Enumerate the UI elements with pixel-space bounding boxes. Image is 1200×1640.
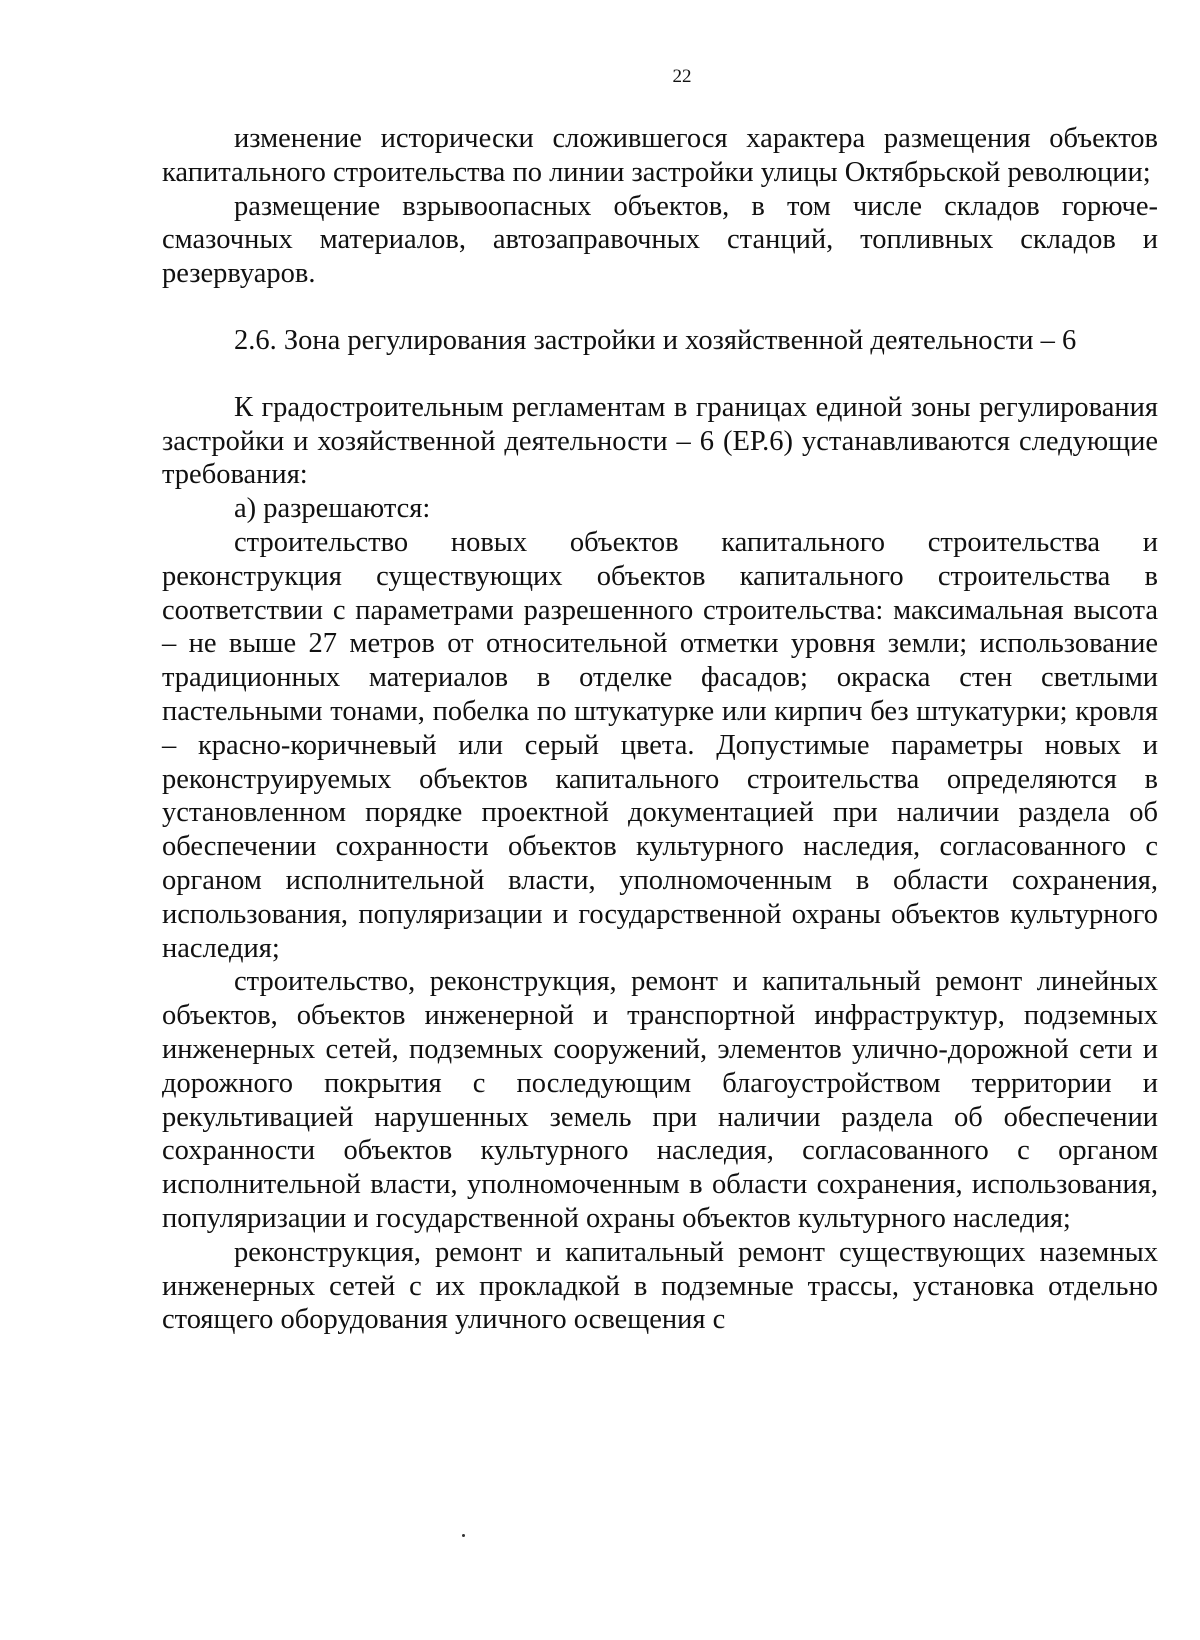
list-label: а) разрешаются:	[234, 493, 431, 525]
paragraph: размещение взрывоопасных объектов, в том числе складов горюче-смазочных материалов, автозаправочных станций, топливных складов и резервуаров.	[162, 190, 1158, 290]
paragraph: реконструкция, ремонт и капитальный ремонт существующих наземных инженерных сетей с их прокладкой в подземные трассы, установка отдельно стоящего оборудования уличного освещения с	[162, 1236, 1158, 1336]
section-heading: 2.6. Зона регулирования застройки и хозяйственной деятельности – 6	[234, 324, 1077, 356]
paragraph: К градостроительным регламентам в границах единой зоны регулирования застройки и хозяйственной деятельности – 6 (ЕР.6) устанавливаются следующие требования:	[162, 391, 1158, 491]
paragraph: строительство новых объектов капитального строительства и реконструкция существующих объектов капитального строительства в соответствии с параметрами разрешенного строительства: максимальная высота – не выше 27 метров от относительной отметки уровня земли; использование традиционных материалов в отделке фасадов; окраска стен светлыми пастельными тонами, побелка по штукатурке или кирпич без штукатурки; кровля – красно-коричневый или серый цвета. Допустимые параметры новых и реконструируемых объектов капитального строительства определяются в установленном порядке проектной документацией при наличии раздела об обеспечении сохранности объектов культурного наследия, согласованного с органом исполнительной власти, уполномоченным в области сохранения, использования, популяризации и государственной охраны объектов культурного наследия;	[162, 526, 1158, 964]
paragraph: строительство, реконструкция, ремонт и капитальный ремонт линейных объектов, объектов инженерной и транспортной инфраструктур, подземных инженерных сетей, подземных сооружений, элементов улично-дорожной сети и дорожного покрытия с последующим благоустройством территории и рекультивацией нарушенных земель при наличии раздела об обеспечении сохранности объектов культурного наследия, согласованного с органом исполнительной власти, уполномоченным в области сохранения, использования, популяризации и государственной охраны объектов культурного наследия;	[162, 966, 1158, 1234]
page-number: 22	[672, 66, 692, 87]
document-page	[162, 60, 1158, 1337]
paragraph: изменение исторически сложившегося характера размещения объектов капитального строительства по линии застройки улицы Октябрьской революции;	[162, 123, 1158, 188]
scan-speck	[462, 1534, 465, 1537]
